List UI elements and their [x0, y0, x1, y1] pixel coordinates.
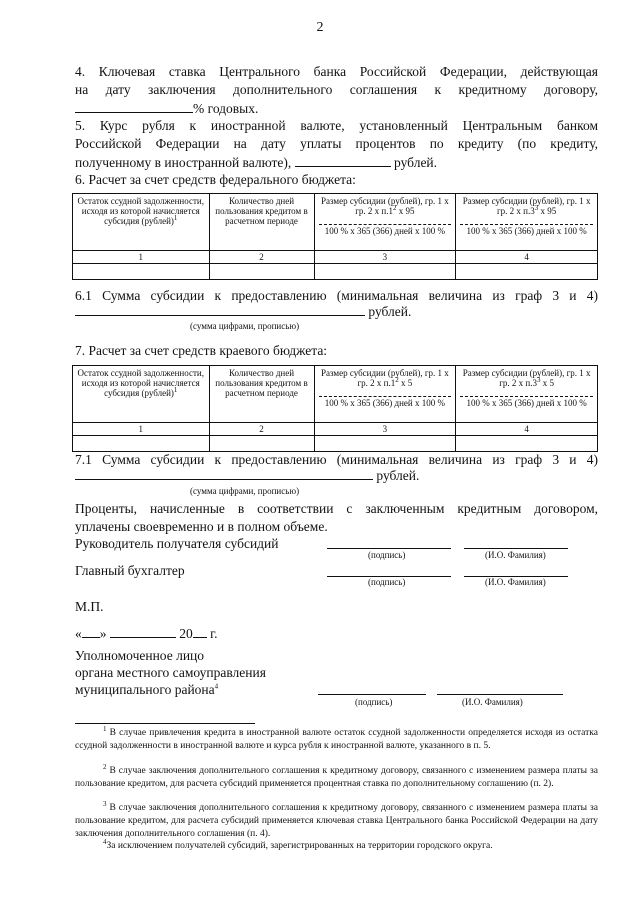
item71-amount-line [75, 466, 419, 485]
footnote-4: $^4$За исключением получателей субсидий, зарегистрированных на территории городского округа. [103, 837, 493, 851]
signature-caption: (подпись) [368, 550, 406, 560]
stamp-label: М.П. [75, 599, 104, 614]
signature-caption: (подпись) [355, 697, 393, 707]
header-subsidy-p3: Размер субсидии (рублей), гр. 1 х гр. 2 х $п.3^3$ х 5 100 % х 365 (366) дней х 100 % [456, 366, 598, 423]
header-days: Количество дней пользования кредитом в расчетном периоде [209, 366, 314, 423]
regional-amount-blank[interactable] [75, 466, 373, 480]
table-header-row [73, 194, 598, 251]
footnote-2: $^2$ В случае заключения дополнительного соглашения к кредитному договору, связанного с изменением размера платы за пользование кредитом, для расчета субсидий применяется процентная ставка по дополнительному соглашению (п. 2). [75, 762, 599, 789]
head-label: Руководитель получателя субсидий [75, 536, 279, 551]
authorized-name-line[interactable] [437, 694, 563, 695]
footnote-3: $^3$ В случае заключения дополнительного соглашения к кредитному договору, связанного с изменением размера платы за пользование кредитом, для расчета субсидий применяется ключевая ставка Центрального банка Российской Федерации на дату заключения дополнительного соглашения (п. 4). [75, 799, 599, 839]
date-year-blank[interactable] [193, 624, 207, 638]
item5-line1: 5. Курс рубля к иностранной валюте, установленный Центральным банком [75, 118, 598, 133]
col-number: 1 [73, 423, 210, 436]
col-number: 2 [209, 251, 314, 264]
item4-suffix: % годовых. [193, 101, 259, 116]
page-number: 2 [316, 20, 324, 35]
authorized-signature-line[interactable] [318, 694, 426, 695]
table-cell[interactable] [456, 436, 598, 452]
item61-suffix: рублей. [368, 304, 412, 319]
item4-line3 [75, 99, 258, 118]
item71-text: 7.1 Сумма субсидии к предоставлению (минимальная величина из граф 3 и 4) [75, 452, 598, 467]
date-day-blank[interactable] [82, 624, 100, 638]
footnote-1: $^1$ В случае привлечения кредита в иностранной валюте остаток ссудной задолженности определяется исходя из остатка ссудной задолженности в иностранной валюте и курса рубля к иностранной валюте, указанного в п. 5. [75, 724, 598, 751]
federal-amount-blank[interactable] [75, 302, 365, 316]
date-close-quote: » [99, 626, 107, 641]
date-month-blank[interactable] [110, 624, 176, 638]
header-days: Количество дней пользования кредитом в расчетном периоде [209, 194, 314, 251]
item71-caption: (сумма цифрами, прописью) [190, 486, 300, 496]
table-number-row [73, 423, 598, 436]
table-cell[interactable] [73, 264, 210, 280]
col-number: 4 [456, 423, 598, 436]
table-row [73, 264, 598, 280]
item5-prefix: полученному в иностранной валюте), [75, 155, 292, 170]
header-subsidy-p1: Размер субсидии (рублей), гр. 1 х гр. 2 х $п.1^2$ х 95 100 % х 365 (366) дней х 100 % [314, 194, 456, 251]
date-year: 20 [179, 626, 193, 641]
key-rate-blank[interactable] [75, 99, 193, 113]
exchange-rate-blank[interactable] [295, 153, 391, 167]
header-subsidy-p1: Размер субсидии (рублей), гр. 1 х гр. 2 х $п.1^2$ х 5 100 % х 365 (366) дней х 100 % [314, 366, 456, 423]
date-line [75, 624, 218, 643]
table-header-row [73, 366, 598, 423]
item4-line2: на дату заключения дополнительного соглашения к кредитному договору, [75, 82, 598, 97]
table-cell[interactable] [209, 436, 314, 452]
head-signature-line[interactable] [327, 548, 451, 549]
date-suffix: г. [210, 626, 218, 641]
col-number: 2 [209, 423, 314, 436]
authorized-line3: муниципального района$^4$ [75, 682, 219, 697]
table-cell[interactable] [314, 264, 456, 280]
confirmation-line1: Проценты, начисленные в соответствии с заключенным кредитным договором, [75, 501, 598, 516]
authorized-line2: органа местного самоуправления [75, 665, 266, 680]
table-number-row [73, 251, 598, 264]
name-caption: (И.О. Фамилия) [485, 550, 546, 560]
col-number: 3 [314, 423, 456, 436]
head-name-line[interactable] [464, 548, 568, 549]
item5-line2: Российской Федерации на дату уплаты процентов по кредиту (по кредиту, [75, 136, 598, 151]
col-number: 4 [456, 251, 598, 264]
federal-calc-table [72, 193, 598, 280]
authorized-line1: Уполномоченное лицо [75, 648, 205, 663]
col-number: 3 [314, 251, 456, 264]
item4-line1: 4. Ключевая ставка Центрального банка Российской Федерации, действующая [75, 64, 598, 79]
table-cell[interactable] [456, 264, 598, 280]
table-cell[interactable] [73, 436, 210, 452]
accountant-label: Главный бухгалтер [75, 563, 185, 578]
item5-line3 [75, 153, 437, 172]
date-open-quote: « [75, 626, 82, 641]
item6-heading: 6. Расчет за счет средств федерального бюджета: [75, 172, 356, 187]
table-cell[interactable] [314, 436, 456, 452]
table-cell[interactable] [209, 264, 314, 280]
header-subsidy-p3: Размер субсидии (рублей), гр. 1 х гр. 2 х $п.3^3$ х 95 100 % х 365 (366) дней х 100 % [456, 194, 598, 251]
item5-suffix: рублей. [394, 155, 438, 170]
signature-caption: (подпись) [368, 577, 406, 587]
confirmation-line2: уплачены своевременно и в полном объеме. [75, 519, 328, 534]
item61-caption: (сумма цифрами, прописью) [190, 321, 300, 331]
name-caption: (И.О. Фамилия) [485, 577, 546, 587]
item61-text: 6.1 Сумма субсидии к предоставлению (минимальная величина из граф 3 и 4) [75, 288, 598, 303]
col-number: 1 [73, 251, 210, 264]
item7-heading: 7. Расчет за счет средств краевого бюджета: [75, 343, 328, 358]
name-caption: (И.О. Фамилия) [462, 697, 523, 707]
item71-suffix: рублей. [376, 468, 420, 483]
item61-amount-line [75, 302, 411, 321]
table-row [73, 436, 598, 452]
header-balance: Остаток ссудной задолженности, исходя из которой начисляется субсидия (рублей)$^1$ [73, 366, 210, 423]
footnote-divider [75, 723, 255, 724]
regional-calc-table [72, 365, 598, 452]
header-balance: Остаток ссудной задолженности, исходя из которой начисляется субсидия (рублей)$^1$ [73, 194, 210, 251]
